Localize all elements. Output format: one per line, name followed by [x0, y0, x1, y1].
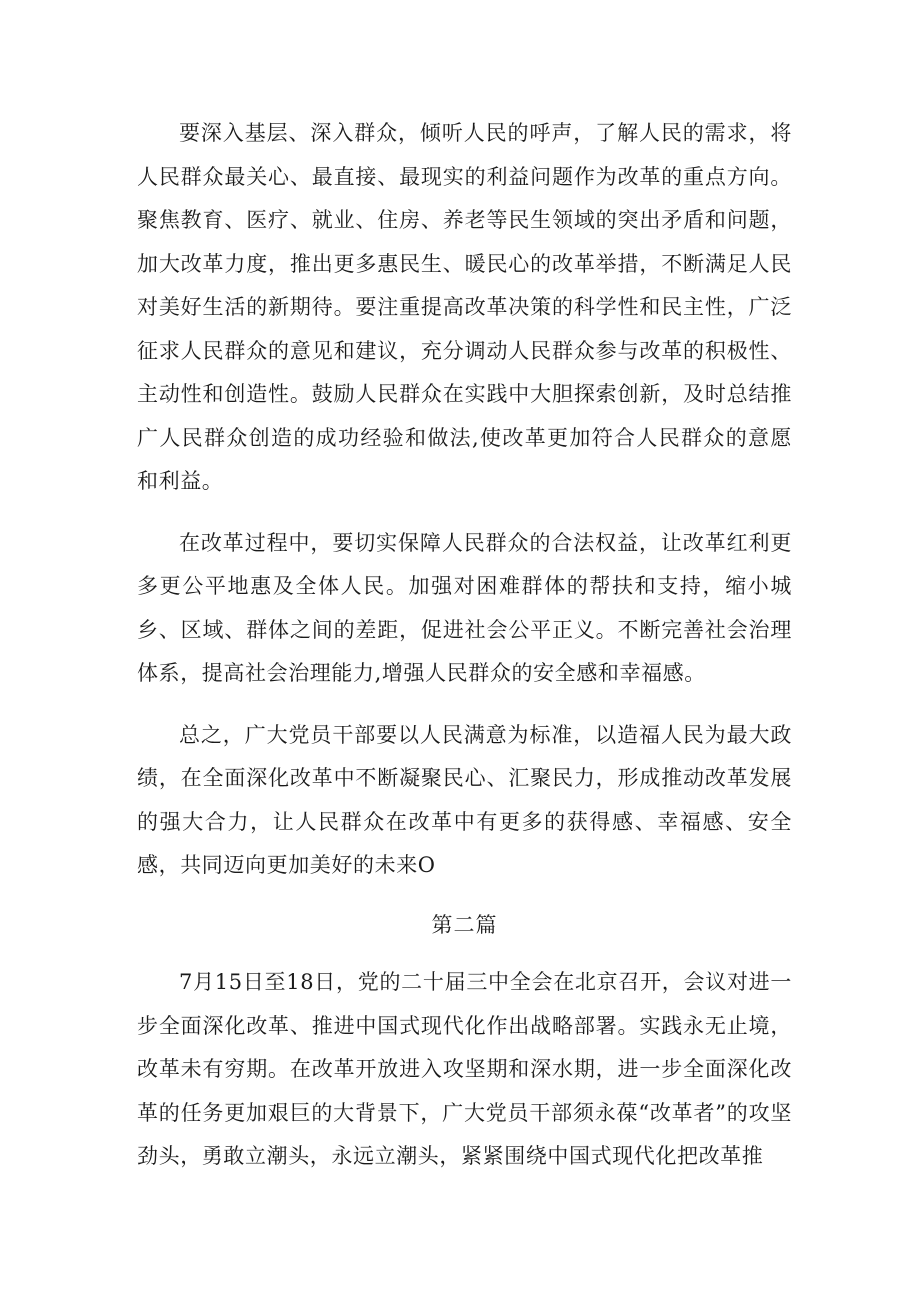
document-page — [137, 112, 792, 1179]
paragraph-section-two-intro: 7月15日至18日，党的二十届三中全会在北京召开，会议对进一步全面深化改革、推进中国式现代化作出战略部署。实践永无止境，改革未有穷期。在改革开放进入攻坚期和深水期，进一步全面深化改革的任务更加艰巨的大背景下，广大党员干部须永葆“改革者”的攻坚劲头，勇敢立潮头，永远立潮头，紧紧围绕中国式现代化把改革推 — [137, 970, 792, 1168]
section-title: 第二篇 — [431, 912, 498, 937]
paragraph-people-needs: 要深入基层、深入群众，倾听人民的呼声，了解人民的需求，将人民群众最关心、最直接、最现实的利益问题作为改革的重点方向。聚焦教育、医疗、就业、住房、养老等民生领域的突出矛盾和问题，加大改革力度，推出更多惠民生、暖民心的改革举措，不断满足人民对美好生活的新期待。要注重提高改革决策的科学性和民主性，广泛征求人民群众的意见和建议，充分调动人民群众参与改革的积极性、主动性和创造性。鼓励人民群众在实践中大胆探索创新，及时总结推广人民群众创造的成功经验和做法,使改革更加符合人民群众的意愿和利益。 — [137, 121, 792, 493]
paragraph-rights-protection: 在改革过程中，要切实保障人民群众的合法权益，让改革红利更多更公平地惠及全体人民。加强对困难群体的帮扶和支持，缩小城乡、区域、群体之间的差距，促进社会公平正义。不断完善社会治理体系，提高社会治理能力,增强人民群众的安全感和幸福感。 — [137, 530, 792, 685]
paragraph-conclusion: 总之，广大党员干部要以人民满意为标准，以造福人民为最大政绩，在全面深化改革中不断凝聚民心、汇聚民力，形成推动改革发展的强大合力，让人民群众在改革中有更多的获得感、幸福感、安全感，共同迈向更加美好的未来O — [137, 722, 792, 877]
